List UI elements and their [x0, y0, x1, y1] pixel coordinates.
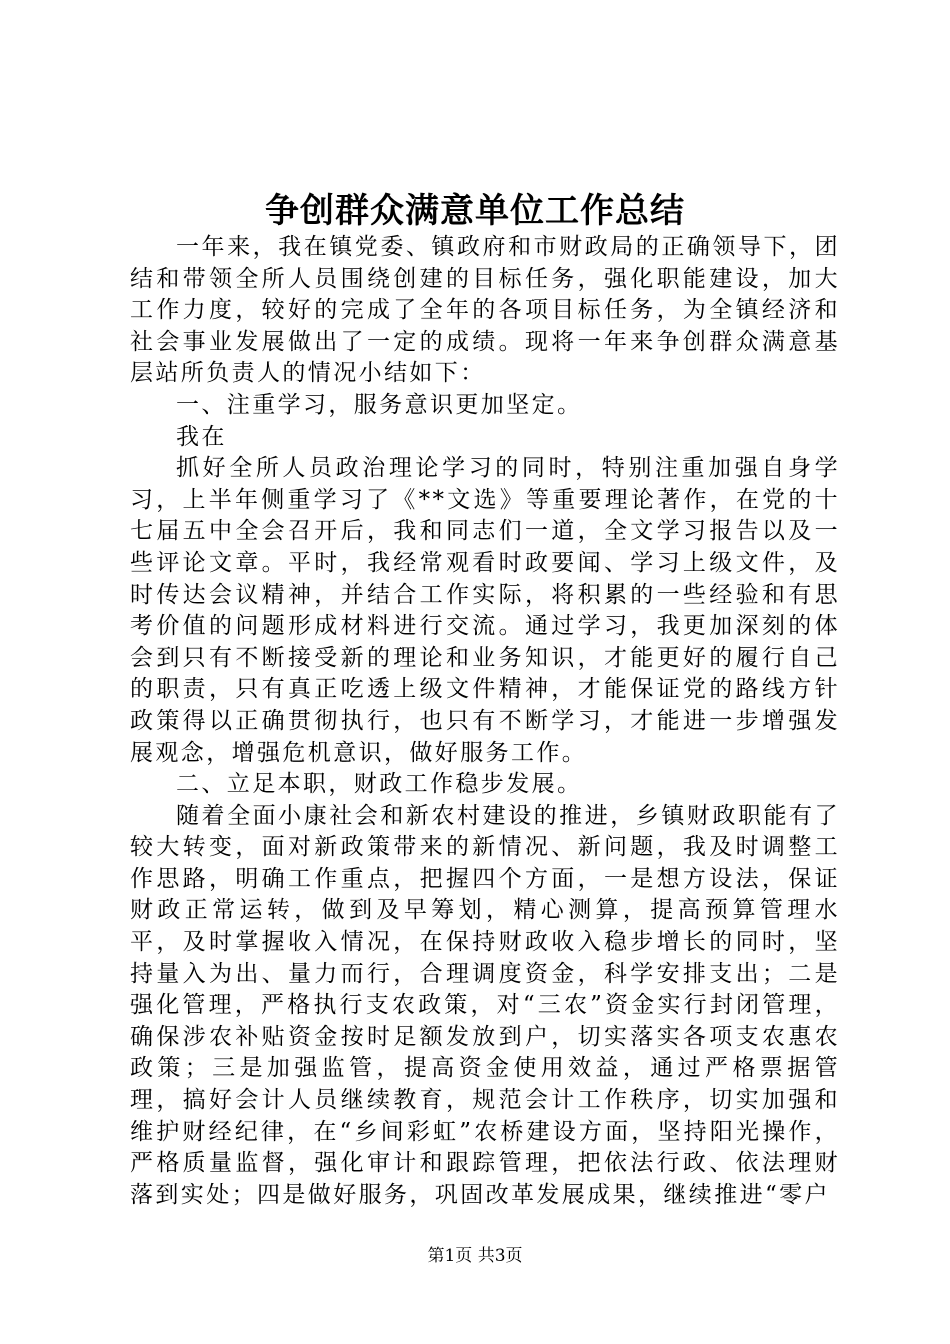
paragraph-intro: 一年来，我在镇党委、镇政府和市财政局的正确领导下，团结和带领全所人员围绕创建的目标任务，强化职能建设，加大工作力度，较好的完成了全年的各项目标任务，为全镇经济和社会事业发展做出了一定的成绩。现将一年来争创群众满意基层站所负责人的情况小结如下： [130, 234, 840, 387]
document-title: 争创群众满意单位工作总结 [265, 191, 685, 231]
paragraph-finance: 随着全面小康社会和新农村建设的推进，乡镇财政职能有了较大转变，面对新政策带来的新情况、新问题，我及时调整工作思路，明确工作重点，把握四个方面，一是想方设法，保证财政正常运转，做到及早筹划，精心测算，提高预算管理水平，及时掌握收入情况，在保持财政收入稳步增长的同时，坚持量入为出、量力而行，合理调度资金，科学安排支出；二是强化管理，严格执行支农政策，对“三农”资金实行封闭管理，确保涉农补贴资金按时足额发放到户，切实落实各项支农惠农政策；三是加强监管，提高资金使用效益，通过严格票据管理，搞好会计人员继续教育，规范会计工作秩序，切实加强和维护财经纪律，在“乡间彩虹”农桥建设方面，坚持阳光操作，严格质量监督，强化审计和跟踪管理，把依法行政、依法理财落到实处；四是做好服务，巩固改革发展成果，继续推进“零户 [130, 802, 840, 1208]
page-footer: 第1页 共3页 [427, 1246, 523, 1266]
paragraph-study: 抓好全所人员政治理论学习的同时，特别注重加强自身学习，上半年侧重学习了《**文选》等重要理论著作，在党的十七届五中全会召开后，我和同志们一道，全文学习报告以及一些评论文章。平时，我经常观看时政要闻、学习上级文件，及时传达会议精神，并结合工作实际，将积累的一些经验和有思考价值的问题形成材料进行交流。通过学习，我更加深刻的体会到只有不断接受新的理论和业务知识，才能更好的履行自己的职责，只有真正吃透上级文件精神，才能保证党的路线方针政策得以正确贯彻执行，也只有不断学习，才能进一步增强发展观念，增强危机意识，做好服务工作。 [130, 455, 840, 766]
document-body [130, 232, 840, 1211]
paragraph-fragment: 我在 [176, 423, 227, 450]
section-heading-1: 一、注重学习，服务意识更加坚定。 [176, 391, 583, 418]
section-heading-2: 二、立足本职，财政工作稳步发展。 [176, 771, 583, 798]
